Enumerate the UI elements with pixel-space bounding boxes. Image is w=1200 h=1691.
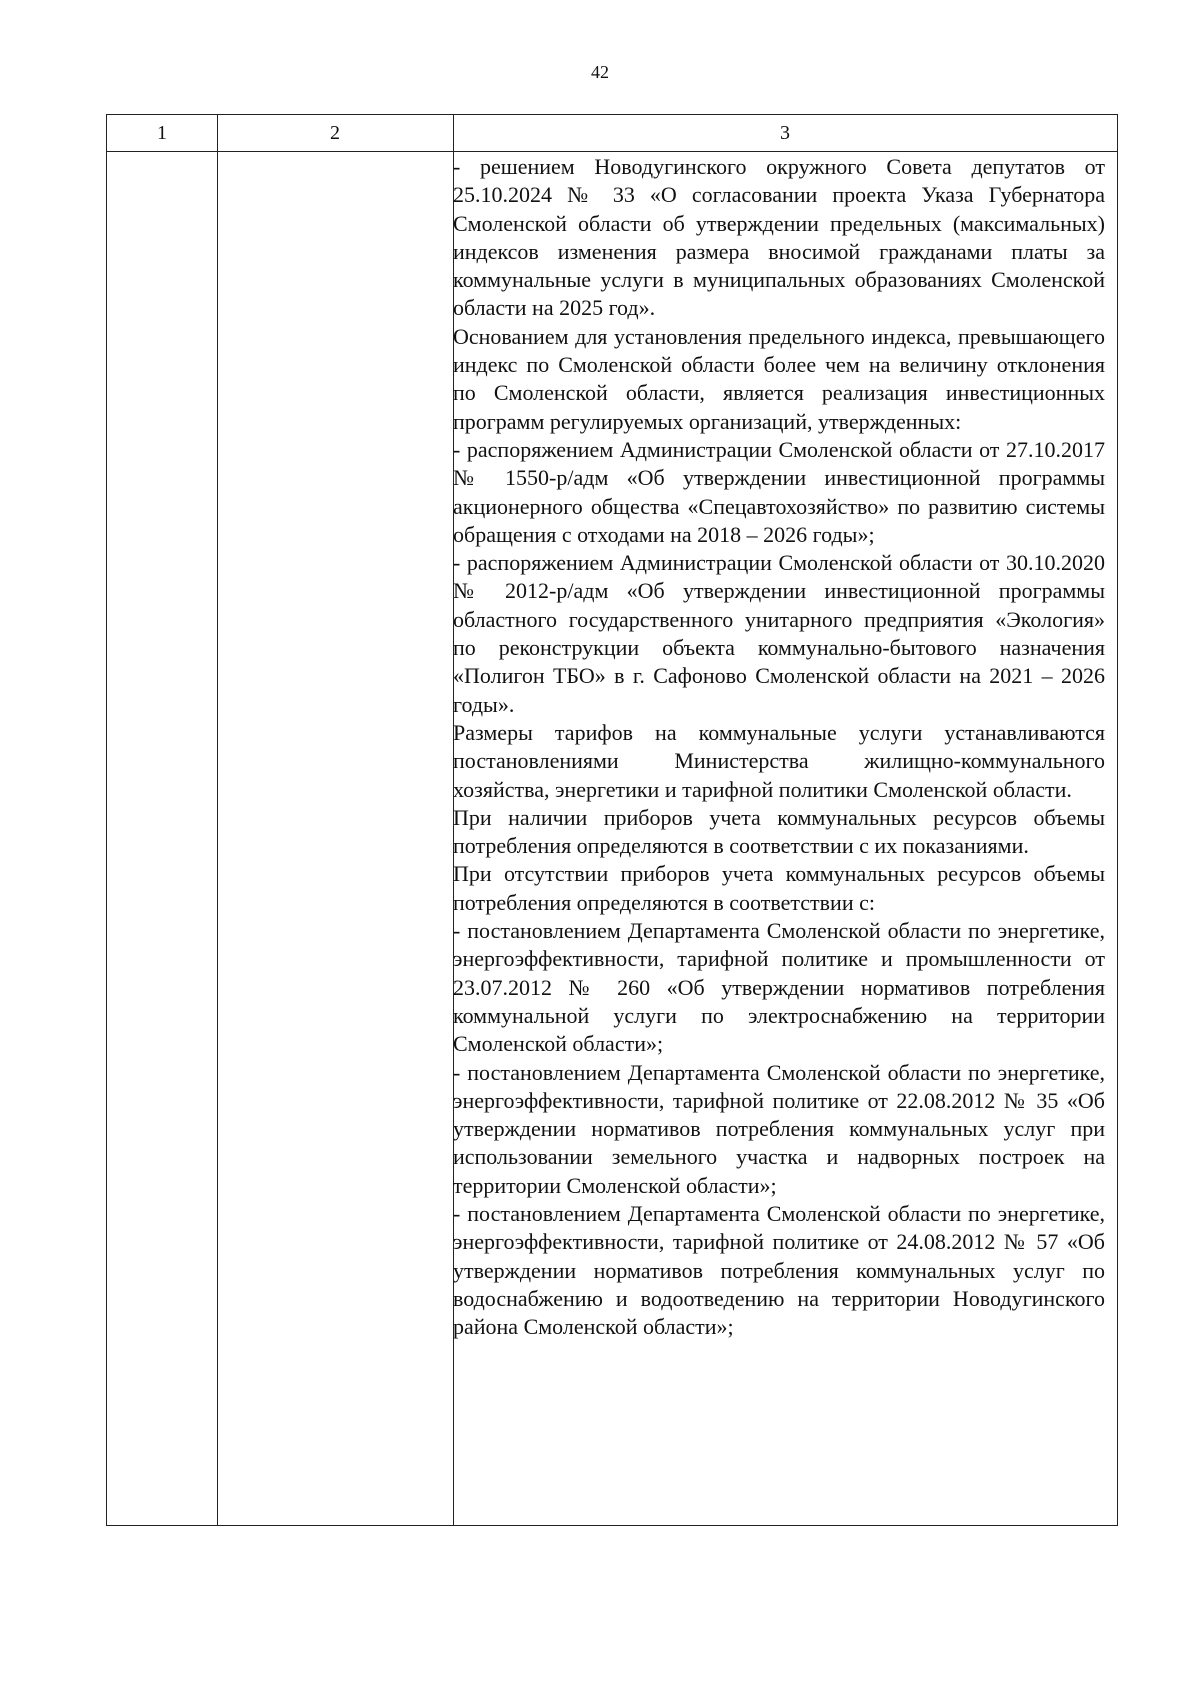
paragraph-council-decision: - решением Новодугинского окружного Совета депутатов от 25.10.2024 № 33 «О согласовании проекта Указа Губернатора Смоленской области об утверждении предельных (максимальных) индексов изменения размера вносимой гражданами платы за коммунальные услуги в муниципальных образованиях Смоленской области на 2025 год». xyxy=(453,154,1105,321)
document-table xyxy=(106,114,1118,1526)
column-header-2: 2 xyxy=(330,122,340,144)
paragraph-resolution-57: - постановлением Департамента Смоленской области по энергетике, энергоэффективности, тарифной политике от 24.08.2012 № 57 «Об утверждении нормативов потребления коммунальных услуг по водоснабжению и водоотведению на территории Новодугинского района Смоленской области»; xyxy=(453,1200,1105,1340)
column-3-content xyxy=(453,151,1105,1341)
paragraph-without-meters: При отсутствии приборов учета коммунальных ресурсов объемы потребления определяются в соответствии с: xyxy=(453,861,1105,915)
paragraph-basis: Основанием для установления предельного индекса, превышающего индекс по Смоленской области более чем на величину отклонения по Смоленской области, является реализация инвестиционных программ регулируемых организаций, утвержденных: xyxy=(453,323,1105,434)
paragraph-order-2020: - распоряжением Администрации Смоленской области от 30.10.2020 № 2012-р/адм «Об утверждении инвестиционной программы областного государственного унитарного предприятия «Экология» по реконструкции объекта коммунально-бытового назначения «Полигон ТБО» в г. Сафоново Смоленской области на 2021 – 2026 годы». xyxy=(453,550,1105,717)
paragraph-resolution-35: - постановлением Департамента Смоленской области по энергетике, энергоэффективности, тарифной политике от 22.08.2012 № 35 «Об утверждении нормативов потребления коммунальных услуг при использовании земельного участка и надворных построек на территории Смоленской области»; xyxy=(453,1059,1105,1198)
paragraph-with-meters: При наличии приборов учета коммунальных ресурсов объемы потребления определяются в соответствии с их показаниями. xyxy=(453,804,1105,859)
column-header-3: 3 xyxy=(780,122,790,144)
column-header-1: 1 xyxy=(157,122,167,144)
column-divider-1 xyxy=(217,115,218,1525)
page-number: 42 xyxy=(591,62,609,82)
paragraph-order-2017: - распоряжением Администрации Смоленской области от 27.10.2017 № 1550-р/адм «Об утверждении инвестиционной программы акционерного общества «Спецавтохозяйство» по развитию системы обращения с отходами на 2018 – 2026 годы»; xyxy=(453,436,1105,547)
paragraph-tariffs: Размеры тарифов на коммунальные услуги устанавливаются постановлениями Министерства жилищно-коммунального хозяйства, энергетики и тарифной политики Смоленской области. xyxy=(453,719,1105,802)
paragraph-resolution-260: - постановлением Департамента Смоленской области по энергетике, энергоэффективности, тарифной политике и промышленности от 23.07.2012 № 260 «Об утверждении нормативов потребления коммунальной услуги по электроснабжению на территории Смоленской области»; xyxy=(453,918,1105,1057)
